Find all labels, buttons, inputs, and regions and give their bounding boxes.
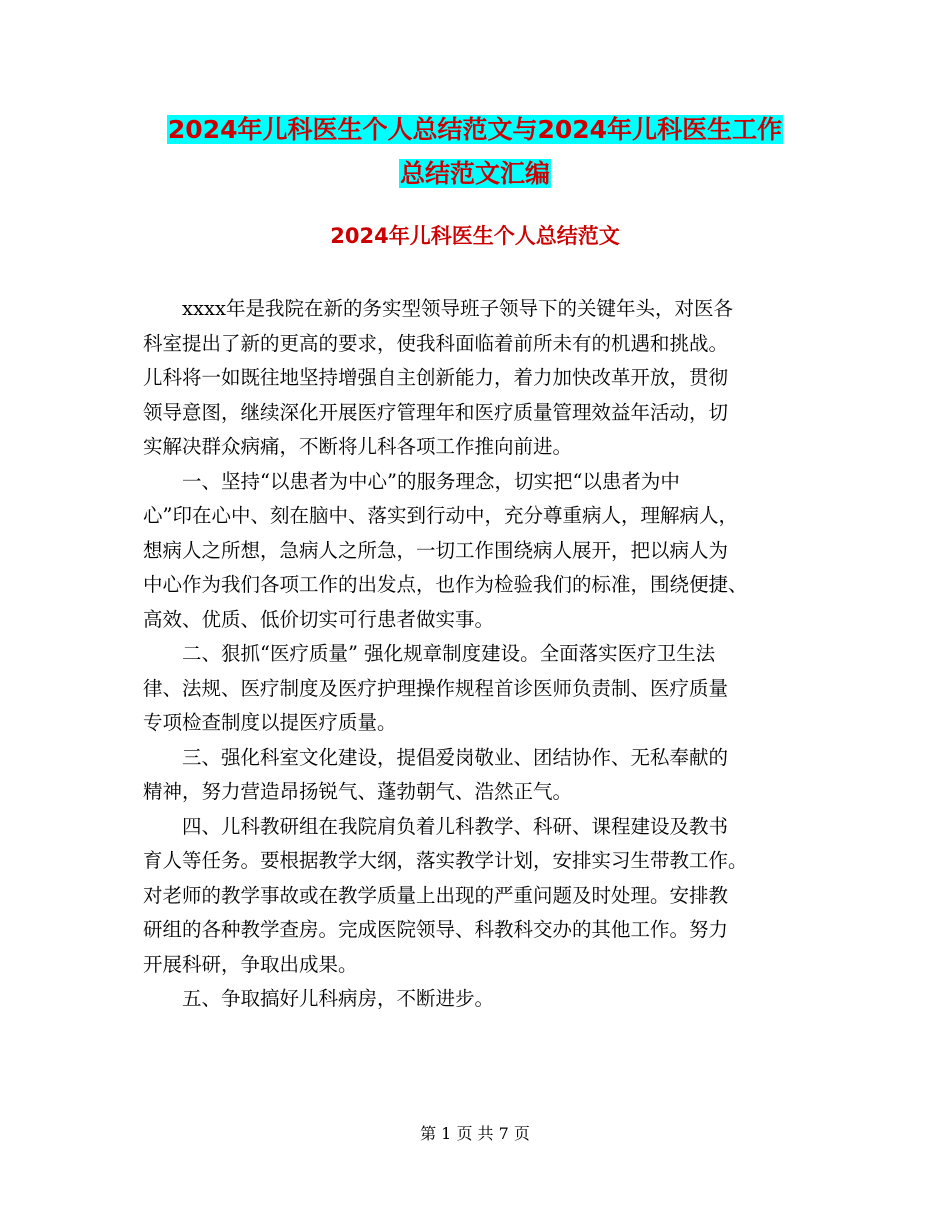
body-line: 实解决群众病痛，不断将儿科各项工作推向前进。 xyxy=(143,435,573,458)
body-line: 儿科将一如既往地坚持增强自主创新能力，着力加快改革开放，贯彻 xyxy=(143,366,729,389)
body-line: 心”印在心中、刻在脑中、落实到行动中，充分尊重病人，理解病人， xyxy=(143,504,738,527)
body-line: 领导意图，继续深化开展医疗管理年和医疗质量管理效益年活动，切 xyxy=(143,400,729,424)
document-body xyxy=(143,292,808,1017)
document-title-text-2: 总结范文汇编 xyxy=(399,159,550,188)
document-title-line-1 xyxy=(0,108,950,152)
section-heading: 2024年儿科医生个人总结范文 xyxy=(330,224,620,248)
page-footer: 第 1 页 共 7 页 xyxy=(420,1124,530,1143)
body-line: 高效、优质、低价切实可行患者做实事。 xyxy=(143,607,495,631)
body-line: 科室提出了新的更高的要求，使我科面临着前所未有的机遇和挑战。 xyxy=(143,331,729,355)
body-line: 精神，努力营造昂扬锐气、蓬勃朝气、浩然正气。 xyxy=(143,780,573,803)
body-line: 律、法规、医疗制度及医疗护理操作规程首诊医师负责制、医疗质量 xyxy=(143,676,729,700)
body-line: 育人等任务。要根据教学大纲，落实教学计划，安排实习生带教工作。 xyxy=(143,849,748,872)
document-title-text-1: 2024年儿科医生个人总结范文与2024年儿科医生工作 xyxy=(167,115,783,144)
body-line: 四、儿科教研组在我院肩负着儿科教学、科研、课程建设及教书 xyxy=(143,814,729,838)
body-line: 五、争取搞好儿科病房，不断进步。 xyxy=(143,987,495,1010)
body-line: 中心作为我们各项工作的出发点，也作为检验我们的标准，围绕便捷、 xyxy=(143,573,748,596)
body-line: 二、狠抓“医疗质量” 强化规章制度建设。全面落实医疗卫生法 xyxy=(143,642,716,665)
body-line: xxxx年是我院在新的务实型领导班子领导下的关键年头，对医各 xyxy=(143,297,733,320)
document-title-line-2 xyxy=(0,152,950,196)
body-line: 三、强化科室文化建设，提倡爱岗敬业、团结协作、无私奉献的 xyxy=(143,745,729,769)
body-line: 开展科研，争取出成果。 xyxy=(143,952,358,976)
body-line: 对老师的教学事故或在教学质量上出现的严重问题及时处理。安排教 xyxy=(143,883,729,907)
body-line: 专项检查制度以提医疗质量。 xyxy=(143,711,397,734)
body-line: 研组的各种教学查房。完成医院领导、科教科交办的其他工作。努力 xyxy=(143,918,729,941)
body-line: 想病人之所想，急病人之所急，一切工作围绕病人展开，把以病人为 xyxy=(143,538,729,562)
body-line: 一、坚持“以患者为中心”的服务理念，切实把“以患者为中 xyxy=(143,469,680,493)
